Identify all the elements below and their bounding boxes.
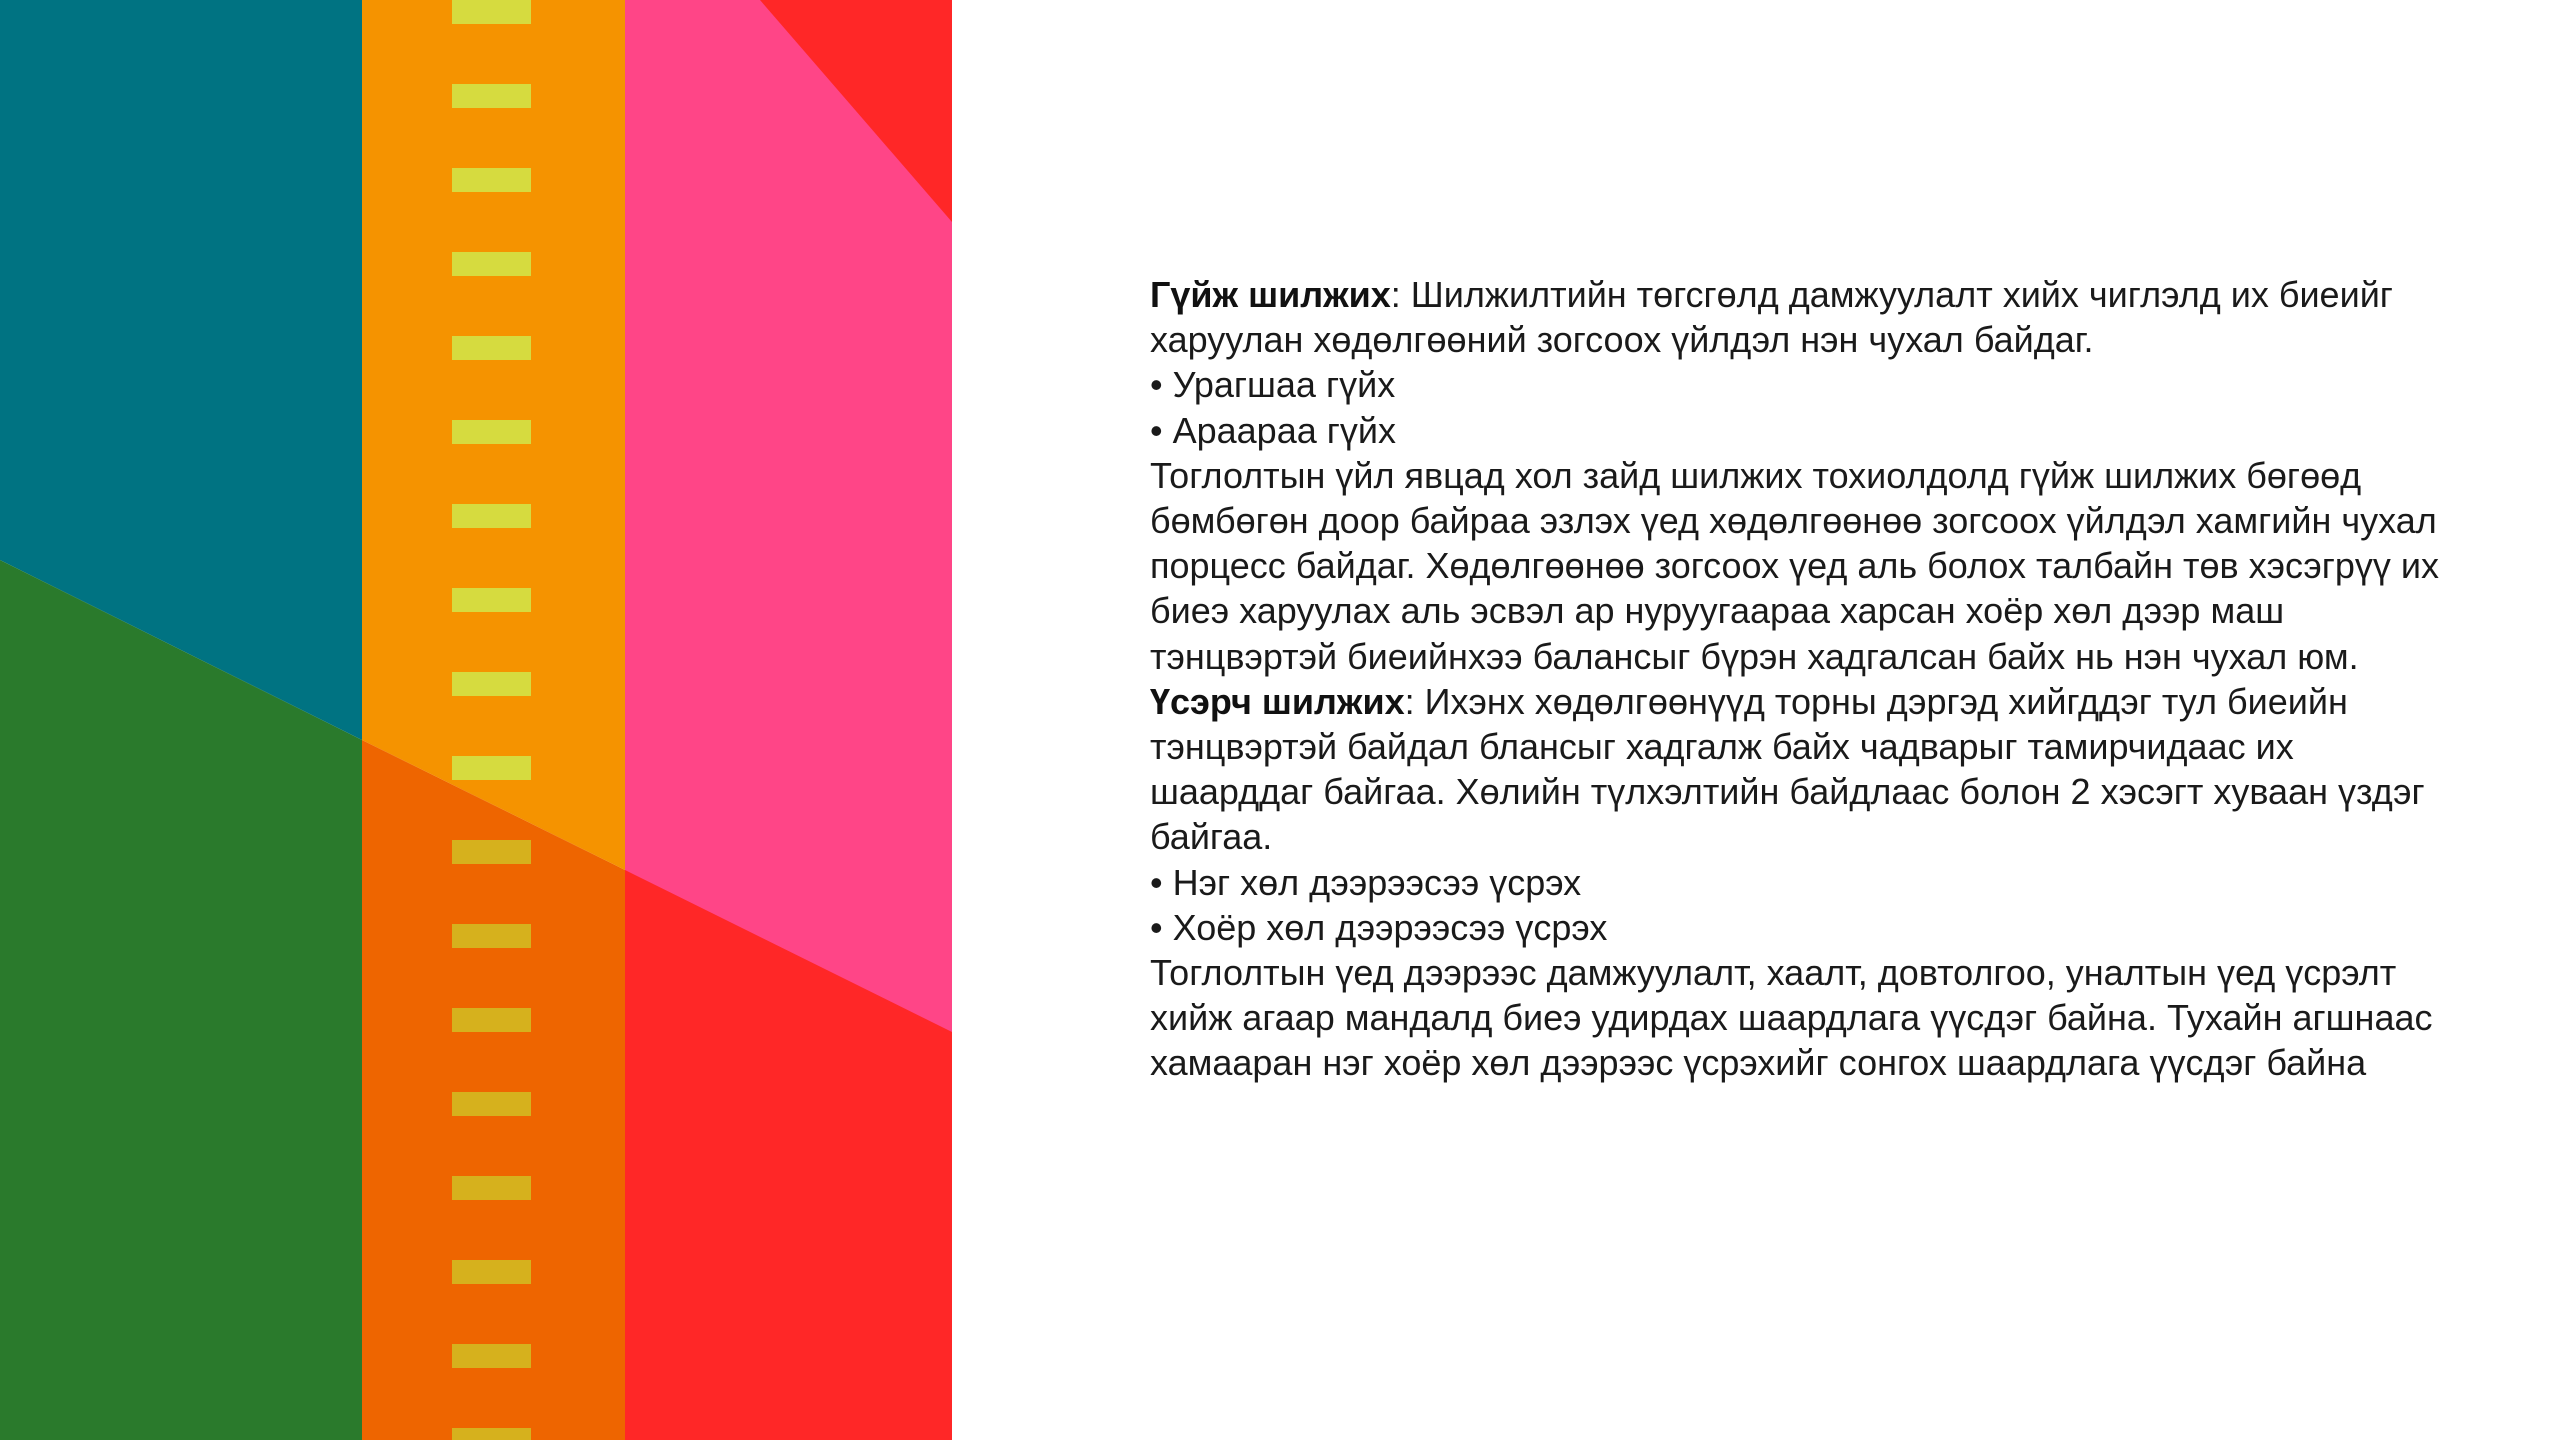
bullet-item: • Хоёр хөл дээрээсээ үсрэх xyxy=(1150,906,1608,948)
body-text xyxy=(1150,272,2440,1086)
stripe xyxy=(452,1176,531,1200)
stripe xyxy=(452,756,531,780)
stripe xyxy=(452,252,531,276)
bullet-item: • Нэг хөл дээрээсээ үсрэх xyxy=(1150,861,1582,903)
stripe xyxy=(452,168,531,192)
stripe xyxy=(452,1092,531,1116)
stripe xyxy=(452,420,531,444)
stripe xyxy=(452,588,531,612)
stripe xyxy=(452,1428,531,1440)
stripe xyxy=(452,924,531,948)
section-jumping-body: Тоглолтын үед дээрээс дамжуулалт, хаалт, довтолгоо, уналтын үед үсрэлт хийж агаар мандалд биеэ удирдах шаардлага үүсдэг байна. Тухайн агшнаас хамааран нэг хоёр хөл дээрээс үсрэхийг сонгох шаардлага үүсдэг байна xyxy=(1150,952,2433,1084)
stripe xyxy=(452,84,531,108)
section-jumping-intro-text: : Ихэнх хөдөлгөөнүүд торны дэргэд хийгддэг тул биеийн тэнцвэртэй байдал блансыг хадгалж байх чадварыг тамирчидаас их шаарддаг байгаа. Хөлийн түлхэлтийн байдлаас болон 2 хэсэгт хуваан үздэг байгаа. xyxy=(1150,680,2425,858)
section-jumping-intro xyxy=(1150,679,2440,860)
bullet-item: • Урагшаа гүйх xyxy=(1150,364,1396,406)
stripe xyxy=(452,0,531,24)
stripe xyxy=(452,504,531,528)
stripe xyxy=(452,336,531,360)
stripe xyxy=(452,672,531,696)
stripe xyxy=(452,1344,531,1368)
stripe xyxy=(452,1260,531,1284)
section-running-heading: Гүйж шилжих xyxy=(1150,274,1391,315)
stripe xyxy=(452,840,531,864)
section-running-body: Тоглолтын үйл явцад хол зайд шилжих тохиолдолд гүйж шилжих бөгөөд бөмбөгөн доор байраа эзлэх үед хөдөлгөөнөө зогсоох үйлдэл хамгийн чухал порцесс байдаг. Хөдөлгөөнөө зогсоох үед аль болох талбайн төв хэсэгрүү их биеэ харуулах аль эсвэл ар нуруугаараа харсан хоёр хөл дээр маш тэнцвэртэй биеийнхээ балансыг бүрэн хадгалсан байх нь нэн чухал юм. xyxy=(1150,454,2440,677)
bullet-item: • Араараа гүйх xyxy=(1150,409,1396,451)
stripe xyxy=(452,1008,531,1032)
section-jumping-heading: Үсэрч шилжих xyxy=(1150,680,1405,722)
section-running-intro-text: : Шилжилтийн төгсгөлд дамжуулалт хийх чиглэлд их биеийг харуулан хөдөлгөөний зогсоох үйлдэл нэн чухал байдаг. xyxy=(1150,274,2393,361)
section-running-intro xyxy=(1150,272,2440,362)
film-strip-pattern-icon xyxy=(0,0,952,1440)
